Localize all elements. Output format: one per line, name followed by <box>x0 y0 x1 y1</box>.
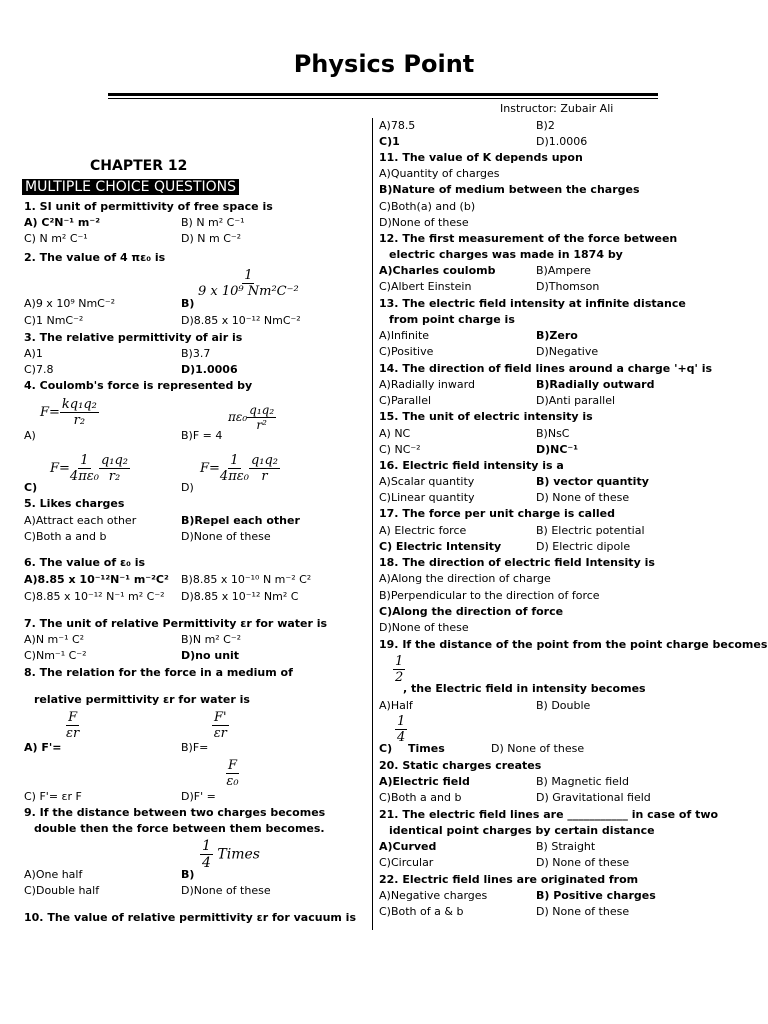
chapter-heading: CHAPTER 12 <box>90 158 188 174</box>
q12-text: 12. The first measurement of the force between <box>379 232 678 245</box>
q4-option-d: D) <box>181 481 194 494</box>
q5-option-b: B)Repel each other <box>181 514 300 527</box>
q14-option-c: C)Parallel <box>379 394 432 407</box>
q19-option-c-times: Times <box>408 742 445 755</box>
q19-option-a: A)Half <box>379 699 413 712</box>
q1-option-b: B) N m² C⁻¹ <box>181 216 245 229</box>
q17-option-b: B) Electric potential <box>536 524 645 537</box>
q5-option-c: C)Both a and b <box>24 530 107 543</box>
q14-option-a: A)Radially inward <box>379 378 475 391</box>
q16-option-b: B) vector quantity <box>536 475 649 488</box>
q1-option-c: C) N m² C⁻¹ <box>24 232 88 245</box>
q4-formula-a: F= $\frac{\text{kq₁q₂}}{\text{r₂}}$ <box>40 397 97 428</box>
q4-option-b: B)F = 4 <box>181 429 223 442</box>
q15-option-c: C) NC⁻² <box>379 443 421 456</box>
q2-fraction: $\frac{1}{\text{9 x 10⁹ Nm²C⁻²}}$ <box>198 268 299 299</box>
title-rule-thick <box>108 93 658 96</box>
q19-option-c: C) <box>379 742 393 755</box>
q9-formula-b: $\frac{1}{4}$ Times <box>202 838 260 871</box>
q21-option-b: B) Straight <box>536 840 596 853</box>
q4-formula-d: F= $\frac{1}{\text{4πε₀}}$ $\frac{\text{q₁q₂}}{r}$ <box>200 453 279 484</box>
q7-text: 7. The unit of relative Permittivity εr for water is <box>24 617 328 630</box>
q9-text-line2: double then the force between them becomes. <box>34 822 325 835</box>
q4-formula-c: F= $\frac{1}{\text{4πε₀}}$ $\frac{\text{q₁q₂}}{\text{r₂}}$ <box>50 453 129 484</box>
q17-option-a: A) Electric force <box>379 524 467 537</box>
q2-option-b: B) <box>181 297 195 310</box>
q11-option-a: A)Quantity of charges <box>379 167 500 180</box>
q17-text: 17. The force per unit charge is called <box>379 507 615 520</box>
section-heading: MULTIPLE CHOICE QUESTIONS <box>22 179 239 195</box>
q8-formula-a: $\frac{F}{\varepsilon r}$ <box>66 710 80 741</box>
q4-formula-b: πε₀ $\frac{\text{q₁q₂}}{\text{r²}}$ <box>228 403 275 432</box>
q20-text: 20. Static charges creates <box>379 759 542 772</box>
q8-option-d: D)F' = <box>181 790 216 803</box>
q8-option-c: C) F'= εr F <box>24 790 82 803</box>
title-rule-thin <box>108 98 658 99</box>
q22-option-b: B) Positive charges <box>536 889 656 902</box>
q20-option-a: A)Electric field <box>379 775 470 788</box>
q2-option-d: D)8.85 x 10⁻¹² NmC⁻² <box>181 314 301 327</box>
q6-option-c: C)8.85 x 10⁻¹² N⁻¹ m² C⁻² <box>24 590 165 603</box>
q16-option-a: A)Scalar quantity <box>379 475 475 488</box>
q19-text-line2: , the Electric field in intensity becomes <box>403 682 646 695</box>
q21-option-d: D) None of these <box>536 856 630 869</box>
q20-option-b: B) Magnetic field <box>536 775 629 788</box>
q1-text: 1. SI unit of permittivity of free space is <box>24 200 273 213</box>
q8-formula-d: $\frac{F}{\text{ε₀}}$ <box>226 758 239 789</box>
q19-fraction: $\frac{1}{2}$ <box>395 654 404 685</box>
q13-option-c: C)Positive <box>379 345 434 358</box>
q4-option-a: A) <box>24 429 36 442</box>
q11-text: 11. The value of K depends upon <box>379 151 583 164</box>
q9-option-c: C)Double half <box>24 884 100 897</box>
q3-option-b: B)3.7 <box>181 347 211 360</box>
column-divider <box>372 118 373 930</box>
q6-option-d: D)8.85 x 10⁻¹² Nm² C <box>181 590 299 603</box>
q3-option-c: C)7.8 <box>24 363 54 376</box>
q14-text: 14. The direction of field lines around a charge '+q' is <box>379 362 713 375</box>
q18-text: 18. The direction of electric field Intensity is <box>379 556 655 569</box>
q11-option-c: C)Both(a) and (b) <box>379 200 476 213</box>
q7-option-a: A)N m⁻¹ C² <box>24 633 85 646</box>
q10-option-d: D)1.0006 <box>536 135 588 148</box>
q21-text-line2: identical point charges by certain distance <box>389 824 655 837</box>
q13-option-a: A)Infinite <box>379 329 430 342</box>
q11-option-b: B)Nature of medium between the charges <box>379 183 640 196</box>
q15-text: 15. The unit of electric intensity is <box>379 410 593 423</box>
q10-text: 10. The value of relative permittivity εr for vacuum is <box>24 911 357 924</box>
q16-option-c: C)Linear quantity <box>379 491 475 504</box>
q12-option-a: A)Charles coulomb <box>379 264 496 277</box>
instructor: Instructor: Zubair Ali <box>500 102 614 115</box>
q14-option-b: B)Radially outward <box>536 378 655 391</box>
q3-text: 3. The relative permittivity of air is <box>24 331 243 344</box>
q20-option-d: D) Gravitational field <box>536 791 651 804</box>
q18-option-d: D)None of these <box>379 621 469 634</box>
q5-option-d: D)None of these <box>181 530 271 543</box>
q2-text: 2. The value of 4 πε₀ is <box>24 251 166 264</box>
q10-option-c: C)1 <box>379 135 400 148</box>
q19-option-d: D) None of these <box>491 742 585 755</box>
q10-option-a: A)78.5 <box>379 119 416 132</box>
q21-option-a: A)Curved <box>379 840 437 853</box>
q12-option-b: B)Ampere <box>536 264 591 277</box>
q11-option-d: D)None of these <box>379 216 469 229</box>
q5-option-a: A)Attract each other <box>24 514 137 527</box>
q22-option-a: A)Negative charges <box>379 889 488 902</box>
q8-option-a: A) F'= <box>24 741 62 754</box>
q2-option-a: A)9 x 10⁹ NmC⁻² <box>24 297 116 310</box>
q13-text-line2: from point charge is <box>389 313 515 326</box>
q13-text: 13. The electric field intensity at infinite distance <box>379 297 686 310</box>
q19-option-b: B) Double <box>536 699 591 712</box>
q12-text-line2: electric charges was made in 1874 by <box>389 248 623 261</box>
q9-option-a: A)One half <box>24 868 83 881</box>
q8-option-b: B)F= <box>181 741 209 754</box>
q12-option-d: D)Thomson <box>536 280 600 293</box>
q22-option-d: D) None of these <box>536 905 630 918</box>
q4-option-c: C) <box>24 481 38 494</box>
q21-text: 21. The electric field lines are ___________ in case of two <box>379 808 719 821</box>
q22-text: 22. Electric field lines are originated from <box>379 873 639 886</box>
q10-option-b: B)2 <box>536 119 555 132</box>
q15-option-b: B)NsC <box>536 427 570 440</box>
q6-option-b: B)8.85 x 10⁻¹⁰ N m⁻² C² <box>181 573 312 586</box>
q7-option-d: D)no unit <box>181 649 240 662</box>
q22-option-c: C)Both of a & b <box>379 905 464 918</box>
page-title: Physics Point <box>293 50 475 78</box>
q18-option-c: C)Along the direction of force <box>379 605 564 618</box>
q3-option-d: D)1.0006 <box>181 363 238 376</box>
q6-text: 6. The value of ε₀ is <box>24 556 146 569</box>
q19-fraction-c: $\frac{1}{4}$ <box>397 714 406 745</box>
q15-option-d: D)NC⁻¹ <box>536 443 579 456</box>
q8-formula-b: $\frac{F'}{\varepsilon r}$ <box>213 710 227 741</box>
q9-option-d: D)None of these <box>181 884 271 897</box>
q1-option-d: D) N m C⁻² <box>181 232 242 245</box>
q15-option-a: A) NC <box>379 427 411 440</box>
q5-text: 5. Likes charges <box>24 497 125 510</box>
q18-option-a: A)Along the direction of charge <box>379 572 551 585</box>
q1-option-a: A) C²N⁻¹ m⁻² <box>24 216 101 229</box>
q6-option-a: A)8.85 x 10⁻¹²N⁻¹ m⁻²C² <box>24 573 169 586</box>
q7-option-c: C)Nm⁻¹ C⁻² <box>24 649 87 662</box>
q9-option-b: B) <box>181 868 195 881</box>
q16-text: 16. Electric field intensity is a <box>379 459 564 472</box>
q20-option-c: C)Both a and b <box>379 791 462 804</box>
q17-option-c: C) Electric Intensity <box>379 540 502 553</box>
q21-option-c: C)Circular <box>379 856 434 869</box>
q8-text-line2: relative permittivity εr for water is <box>34 693 250 706</box>
q4-text: 4. Coulomb's force is represented by <box>24 379 253 392</box>
q3-option-a: A)1 <box>24 347 43 360</box>
q19-text: 19. If the distance of the point from the point charge becomes <box>379 638 768 651</box>
q9-text: 9. If the distance between two charges becomes <box>24 806 326 819</box>
q13-option-d: D)Negative <box>536 345 599 358</box>
q17-option-d: D) Electric dipole <box>536 540 631 553</box>
q8-text: 8. The relation for the force in a medium of <box>24 666 293 679</box>
q16-option-d: D) None of these <box>536 491 630 504</box>
q7-option-b: B)N m² C⁻² <box>181 633 242 646</box>
q14-option-d: D)Anti parallel <box>536 394 616 407</box>
q2-option-c: C)1 NmC⁻² <box>24 314 84 327</box>
q13-option-b: B)Zero <box>536 329 578 342</box>
q18-option-b: B)Perpendicular to the direction of force <box>379 589 600 602</box>
q12-option-c: C)Albert Einstein <box>379 280 472 293</box>
